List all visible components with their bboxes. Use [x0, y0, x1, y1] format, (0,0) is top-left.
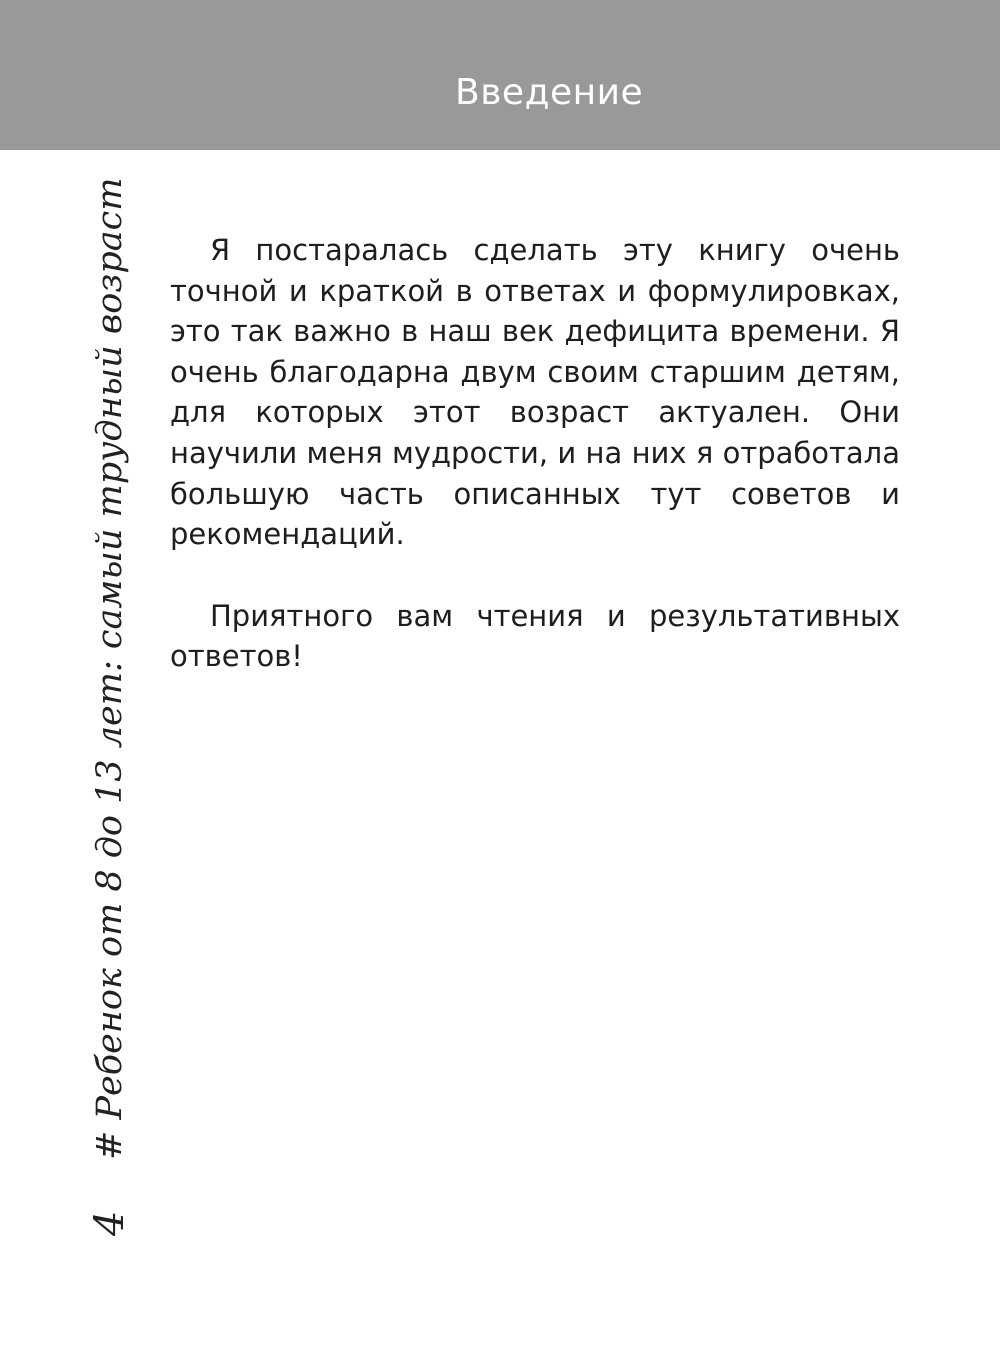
chapter-header-band	[0, 0, 1000, 150]
page-number: 4	[87, 1210, 133, 1236]
running-title: # Ребенок от 8 до 13 лет: самый трудный возраст	[90, 177, 130, 1160]
body-text	[170, 230, 900, 677]
paragraph-1: Я постаралась сделать эту книгу очень точной и краткой в ответах и формулировках, это так важно в наш век дефицита времени. Я очень благодарна двум своим старшим детям, для которых этот возраст актуален. Они научили меня мудрости, и на них я отработала большую часть описанных тут советов и рекомендаций.	[170, 233, 900, 552]
paragraph-2: Приятного вам чтения и результативных ответов!	[170, 598, 900, 674]
chapter-title: Введение	[455, 72, 644, 113]
